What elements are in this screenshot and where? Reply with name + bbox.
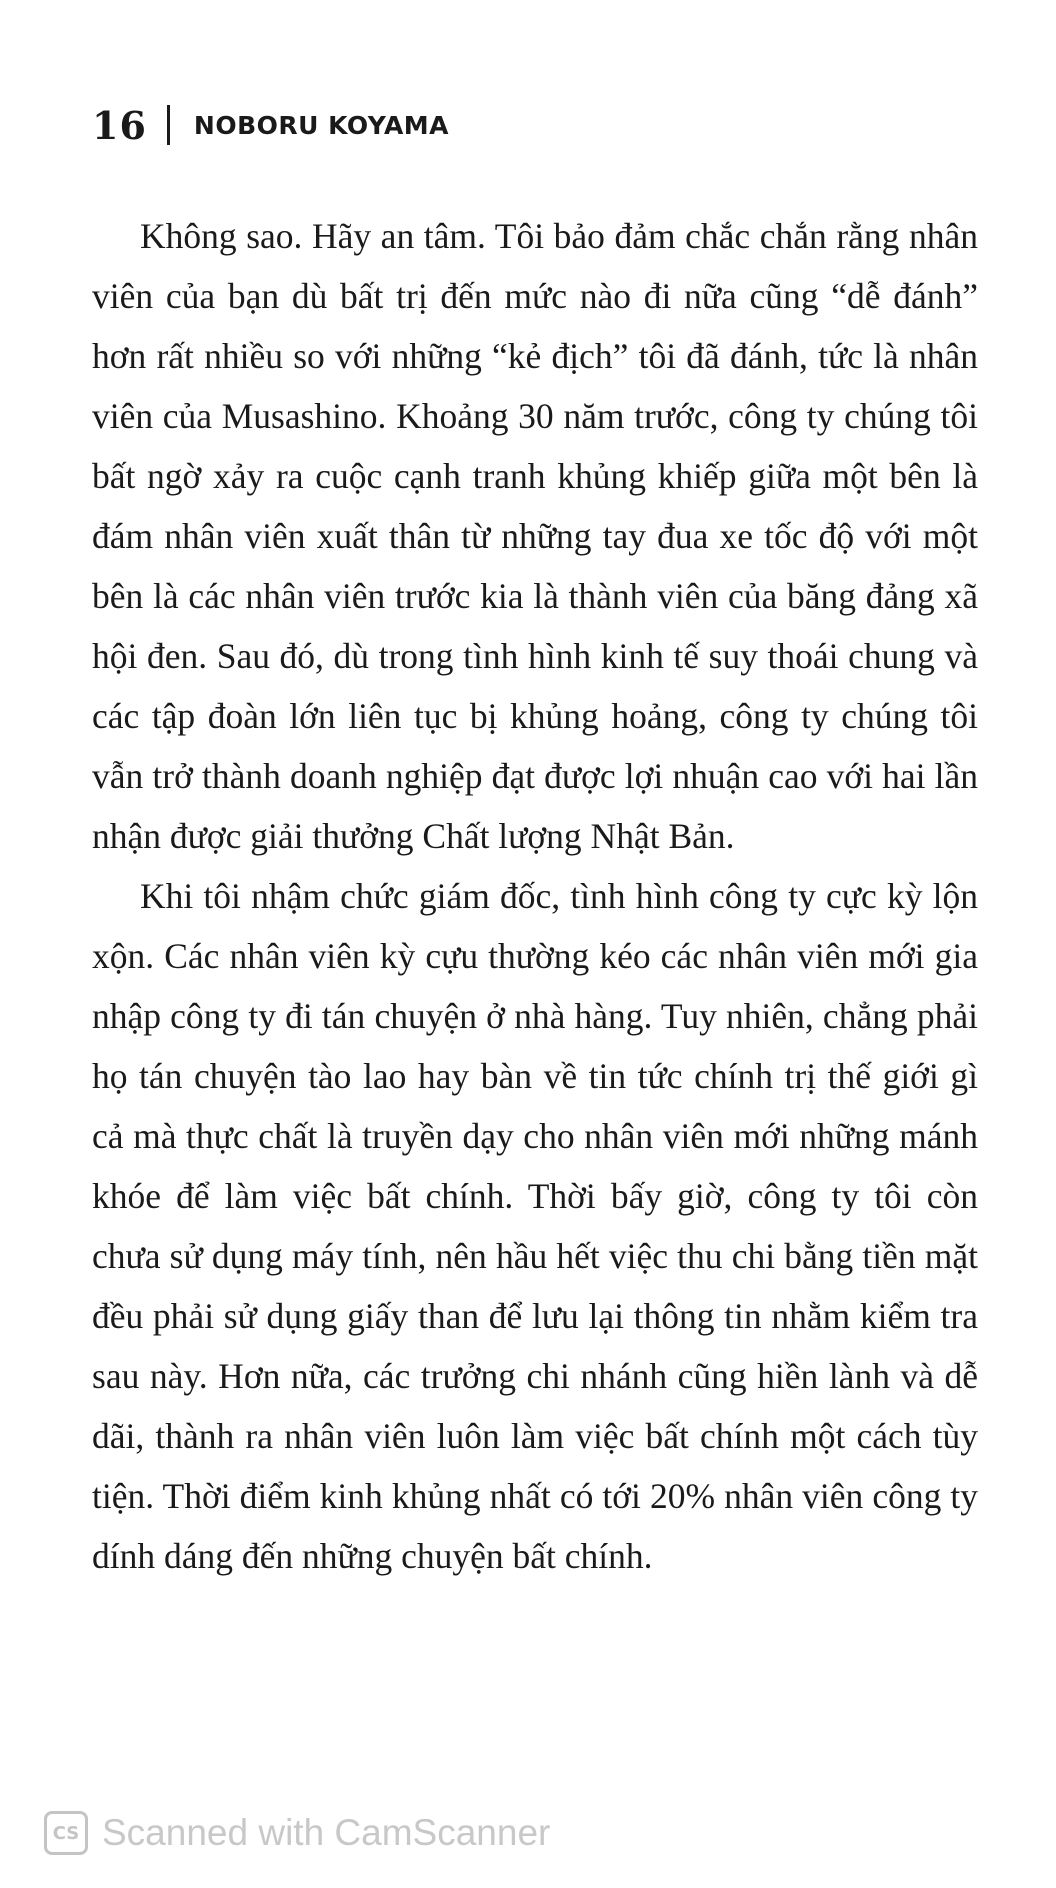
watermark-text: Scanned with CamScanner [102, 1812, 551, 1853]
camscanner-watermark [44, 1808, 550, 1858]
paragraph-1: Không sao. Hãy an tâm. Tôi bảo đảm chắc chắn rằng nhân viên của bạn dù bất trị đến mức nào đi nữa cũng “dễ đánh” hơn rất nhiều so với những “kẻ địch” tôi đã đánh, tức là nhân viên của Musashino. Khoảng 30 năm trước, công ty chúng tôi bất ngờ xảy ra cuộc cạnh tranh khủng khiếp giữa một bên là đám nhân viên xuất thân từ những tay đua xe tốc độ với một bên là các nhân viên trước kia là thành viên của băng đảng xã hội đen. Sau đó, dù trong tình hình kinh tế suy thoái chung và các tập đoàn lớn liên tục bị khủng hoảng, công ty chúng tôi vẫn trở thành doanh nghiệp đạt được lợi nhuận cao với hai lần nhận được giải thưởng Chất lượng Nhật Bản. [92, 216, 978, 856]
header-divider [167, 105, 170, 145]
author-name: NOBORU KOYAMA [193, 110, 450, 140]
page-number: 16 [92, 102, 147, 148]
body-text [92, 206, 978, 1586]
running-header [92, 100, 449, 150]
camscanner-logo-icon: CS [44, 1811, 88, 1855]
paragraph-2: Khi tôi nhậm chức giám đốc, tình hình công ty cực kỳ lộn xộn. Các nhân viên kỳ cựu thường kéo các nhân viên mới gia nhập công ty đi tán chuyện ở nhà hàng. Tuy nhiên, chẳng phải họ tán chuyện tào lao hay bàn về tin tức chính trị thế giới gì cả mà thực chất là truyền dạy cho nhân viên mới những mánh khóe để làm việc bất chính. Thời bấy giờ, công ty tôi còn chưa sử dụng máy tính, nên hầu hết việc thu chi bằng tiền mặt đều phải sử dụng giấy than để lưu lại thông tin nhằm kiểm tra sau này. Hơn nữa, các trưởng chi nhánh cũng hiền lành và dễ dãi, thành ra nhân viên luôn làm việc bất chính một cách tùy tiện. Thời điểm kinh khủng nhất có tới 20% nhân viên công ty dính dáng đến những chuyện bất chính. [92, 876, 978, 1576]
